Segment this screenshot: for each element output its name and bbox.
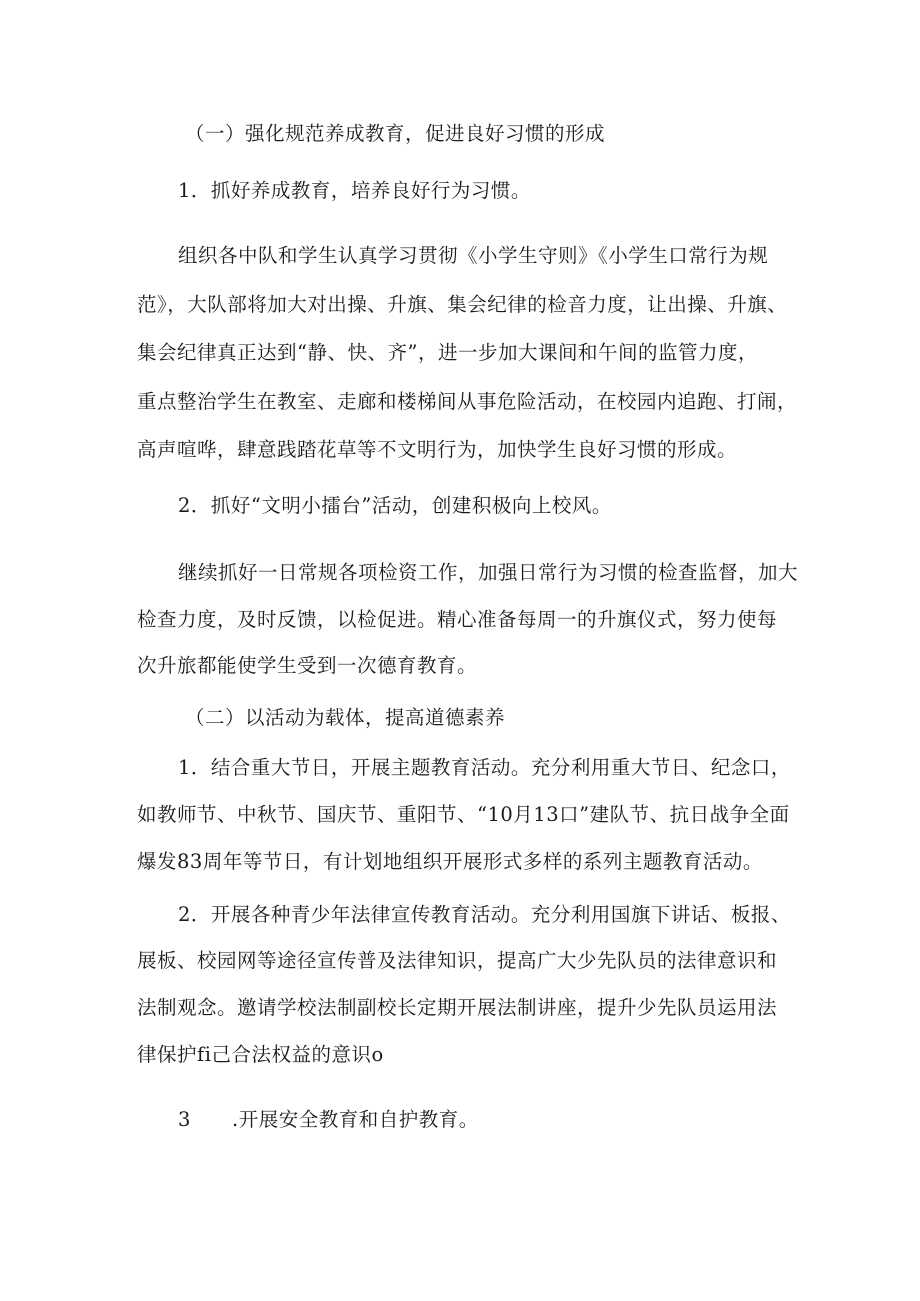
section2-item1-line: 1．结合重大节日，开展主题教育活动。充分利用重大节日、纪念口， xyxy=(178,756,791,779)
section1-item1-line: 组织各中队和学生认真学习贯彻《小学生守则》《小学生口常行为规 xyxy=(178,244,769,267)
section1-item1-line: 范》，大队部将加大对出操、升旗、集会纪律的检音力度，让出操、升旗、 xyxy=(137,293,788,316)
section2-item3-number: 3 xyxy=(178,1108,191,1131)
section1-item1-line: 重点整治学生在教室、走廊和楼梯间从事危险活动，在校园内追跑、打闹， xyxy=(137,390,798,413)
section1-item1-line: 高声喧哗，肆意践踏花草等不文明行为，加快学生良好习惯的形成。 xyxy=(137,438,738,461)
section1-item2-line: 次升旅都能使学生受到一次德育教育。 xyxy=(137,654,478,677)
section2-item1-line: 如教师节、中秋节、国庆节、重阳节、“10月13口”建队节、抗日战争全面 xyxy=(137,803,790,826)
section2-item2-line: 展板、校园网等途径宣传普及法律知识，提高广大少先队员的法律意识和 xyxy=(137,949,778,972)
section1-item2-line: 继续抓好一日常规各项检资工作，加强日常行为习惯的检查监督，加大 xyxy=(178,561,799,584)
section2-heading: （二）以活动为载体，提高道德素养 xyxy=(185,706,506,729)
section2-item2-line: 2．开展各种青少年法律宣传教育活动。充分利用国旗下讲话、板报、 xyxy=(178,903,791,926)
section2-item2-line: 律保护fi己合法权益的意识o xyxy=(137,1043,384,1066)
section2-item2-line: 法制观念。邀请学校法制副校长定期开展法制讲座，提升少先队员运用法 xyxy=(137,996,778,1019)
section1-item1-line: 集会纪律真正达到“静、快、齐”，进一步加大课间和午间的监管力度， xyxy=(137,341,758,364)
section1-heading: （一）强化规范养成教育，促进良好习惯的形成 xyxy=(185,122,606,145)
section1-item2-title: 2．抓好“文明小擂台”活动，创建积极向上校风。 xyxy=(178,494,612,517)
section2-item3-title: .开展安全教育和自护教育。 xyxy=(232,1108,479,1131)
section1-item2-line: 检查力度，及时反馈，以检促进。精心准备每周一的升旗仪式，努力使每 xyxy=(137,608,778,631)
section1-item1-title: 1．抓好养成教育，培养良好行为习惯。 xyxy=(178,179,531,202)
section2-item1-line: 爆发83周年等节日，有计划地组织开展形式多样的系列主题教育活动。 xyxy=(137,850,763,873)
